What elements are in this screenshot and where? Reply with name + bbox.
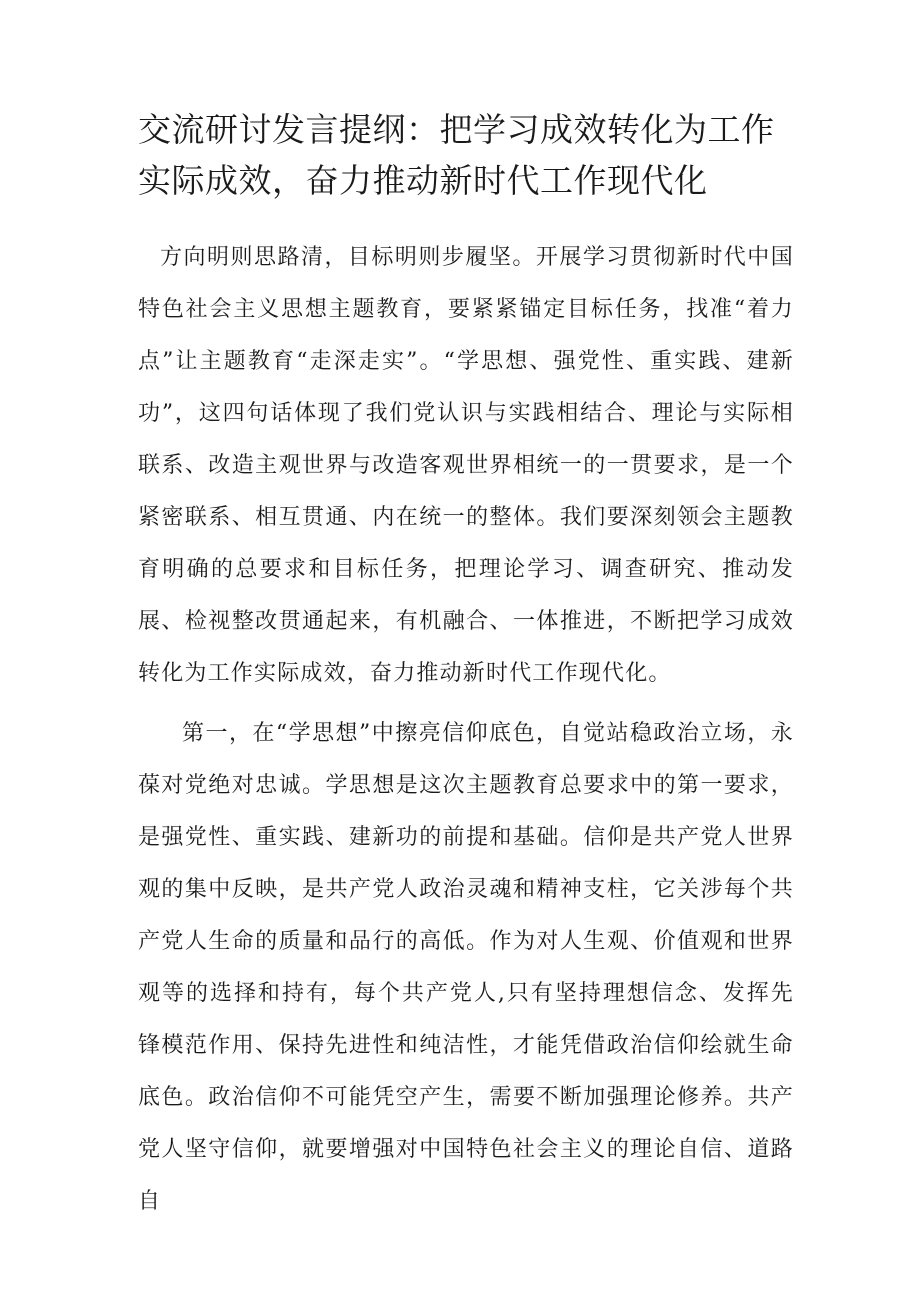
paragraph-first-point: 第一，在“学思想”中擦亮信仰底色，自觉站稳政治立场，永葆对党绝对忠诚。学思想是这次主题教育总要求中的第一要求，是强党性、重实践、建新功的前提和基础。信仰是共产党人世界观的集中反映，是共产党人政治灵魂和精神支柱，它关涉每个共产党人生命的质量和品行的高低。作为对人生观、价值观和世界观等的选择和持有，每个共产党人,只有坚持理想信念、发挥先锋模范作用、保持先进性和纯洁性，才能凭借政治信仰绘就生命底色。政治信仰不可能凭空产生，需要不断加强理论修养。共产党人坚守信仰，就要增强对中国特色社会主义的理论自信、道路自 <box>138 721 794 1214</box>
paragraph-intro: 方向明则思路清，目标明则步履坚。开展学习贯彻新时代中国特色社会主义思想主题教育，要紧紧锚定目标任务，找准“着力点”让主题教育“走深走实”。“学思想、强党性、重实践、建新功”，这四句话体现了我们党认识与实践相结合、理论与实际相联系、改造主观世界与改造客观世界相统一的一贯要求，是一个紧密联系、相互贯通、内在统一的整体。我们要深刻领会主题教育明确的总要求和目标任务，把理论学习、调查研究、推动发展、检视整改贯通起来，有机融合、一体推进，不断把学习成效转化为工作实际成效，奋力推动新时代工作现代化。 <box>138 245 794 686</box>
document-title: 交流研讨发言提纲：把学习成效转化为工作实际成效，奋力推动新时代工作现代化 <box>138 110 775 200</box>
